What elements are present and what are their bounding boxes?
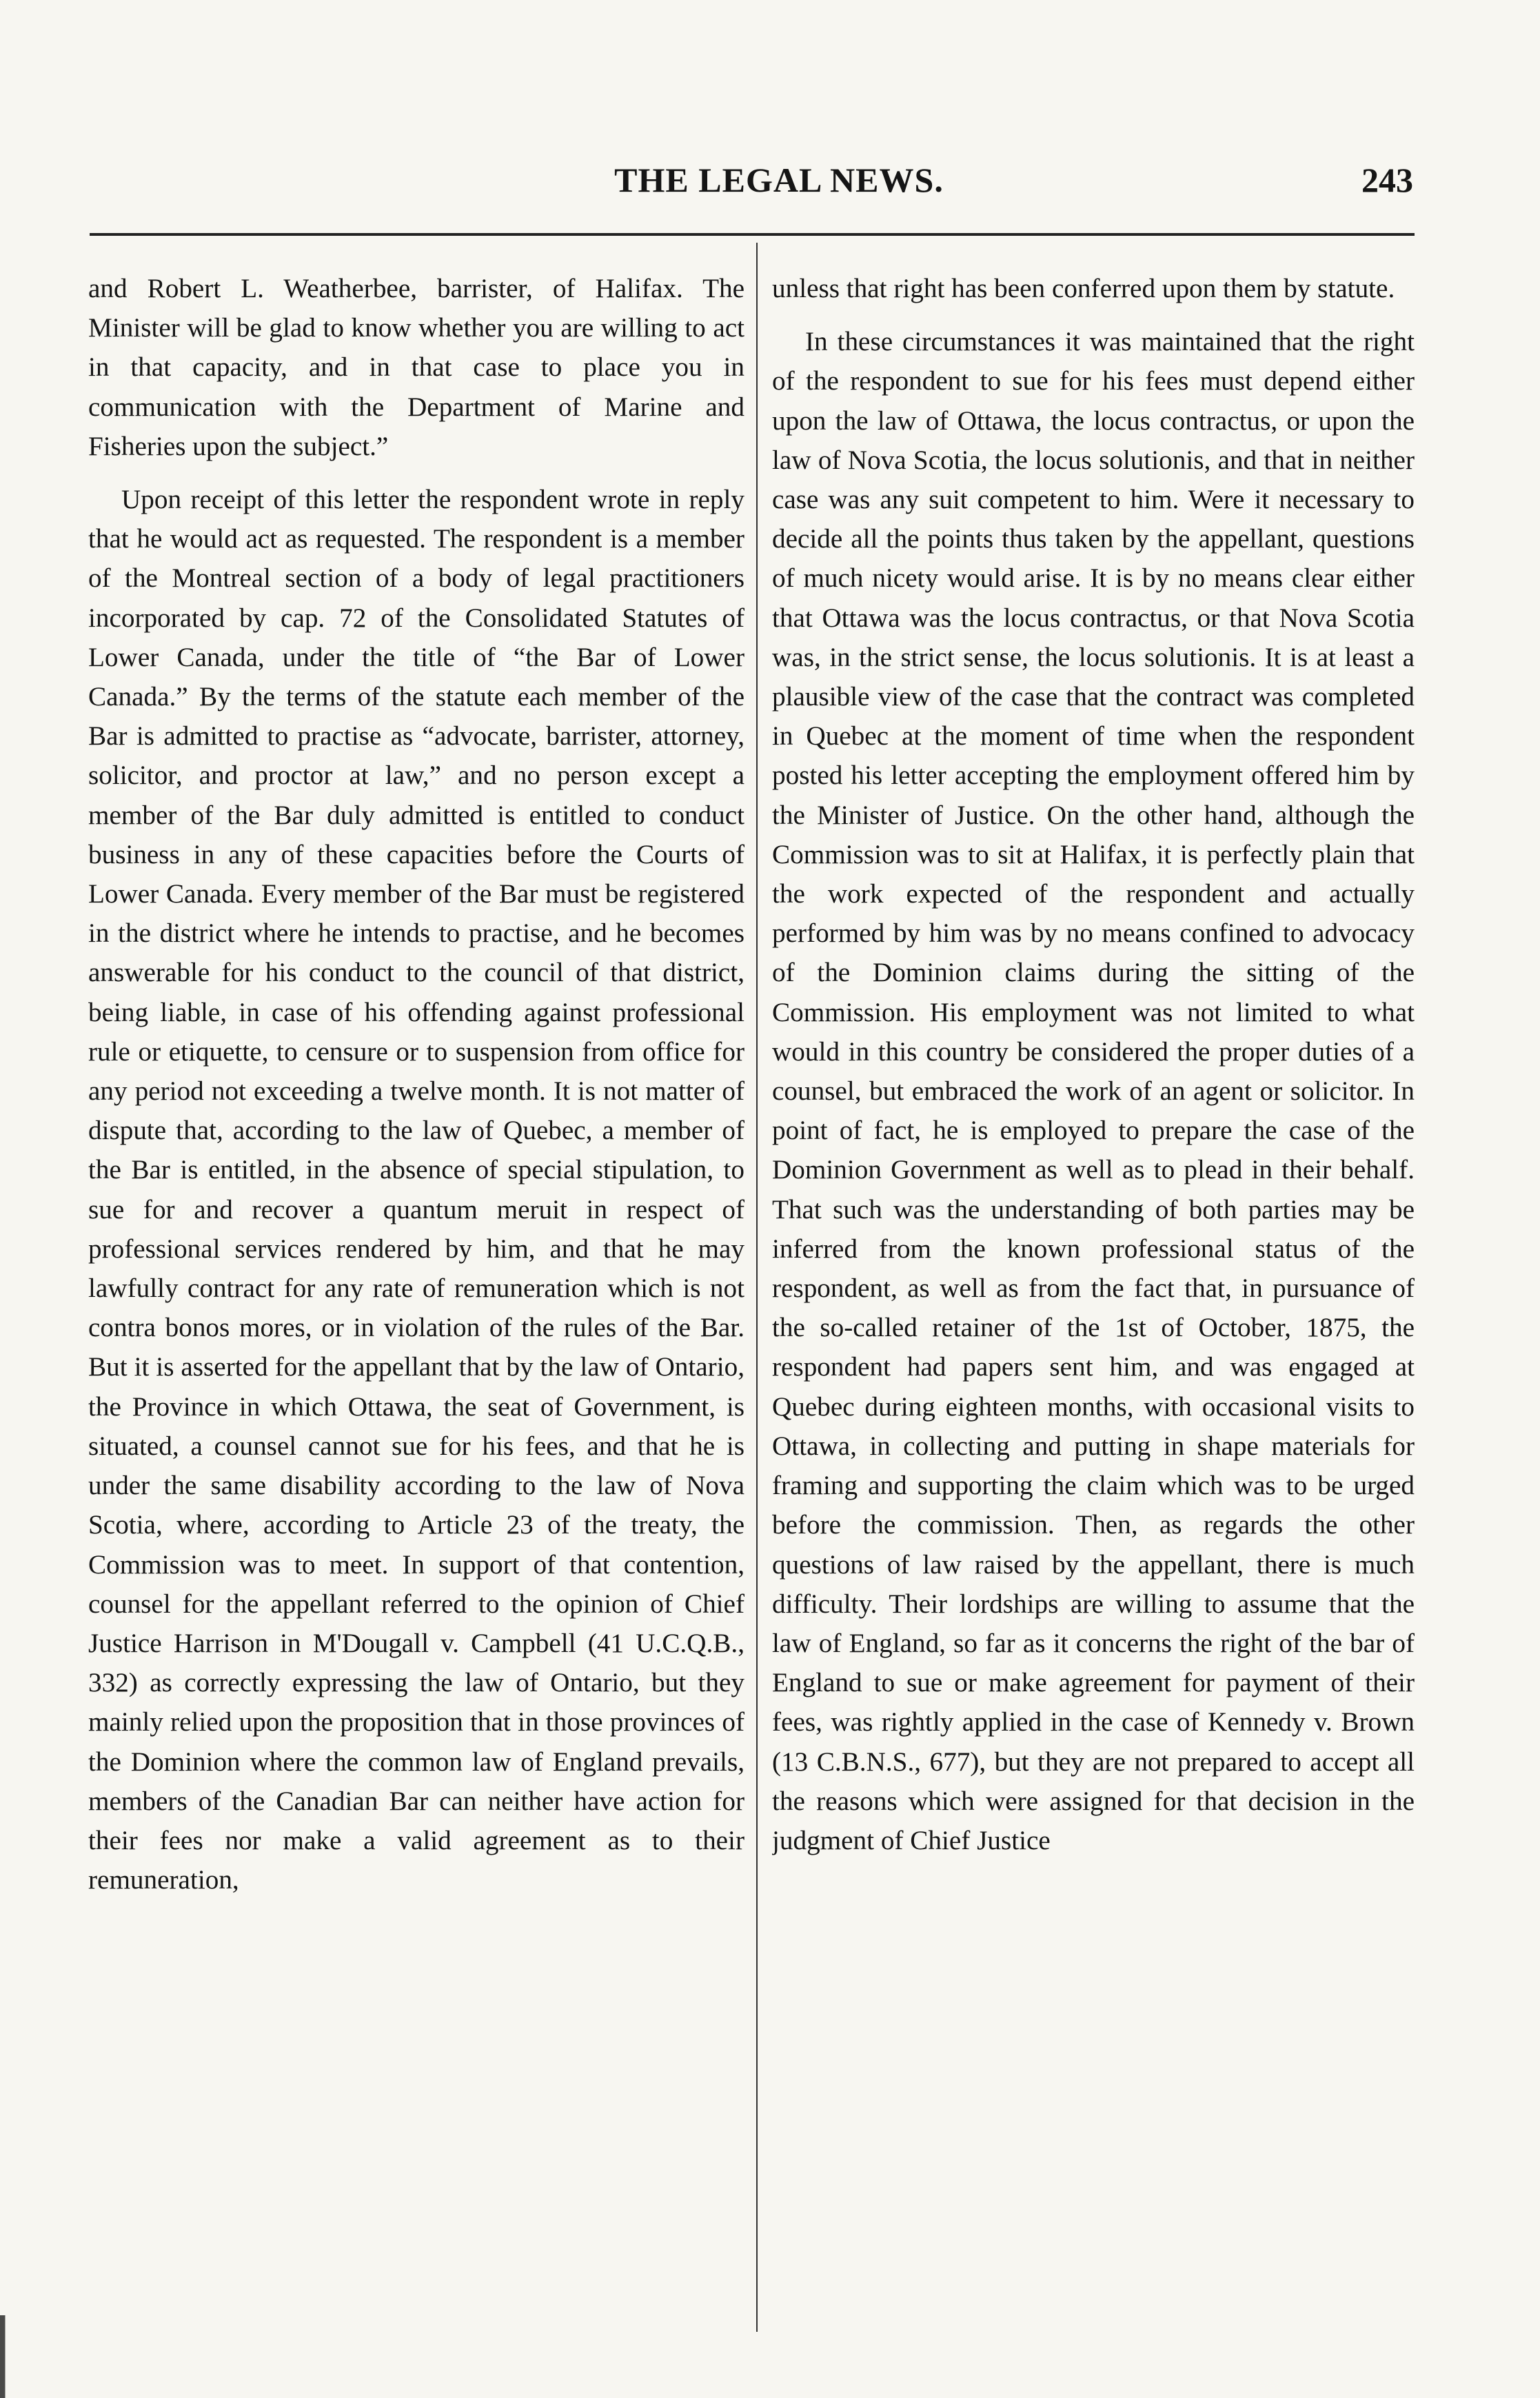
running-head (90, 160, 1413, 208)
right-column (772, 269, 1415, 2330)
column-divider (756, 243, 758, 2332)
left-column (88, 269, 744, 2330)
header-rule (90, 233, 1415, 236)
page-number: 243 (1361, 161, 1413, 199)
journal-title: THE LEGAL NEWS. (614, 161, 944, 199)
left-paragraph-2: Upon receipt of this letter the respondent wrote in reply that he would act as requested. The respondent is a member of the Montreal section of a body of legal practitioners incorporated by cap. 72 of the Consolidated Statutes of Lower Canada, under the title of “the Bar of Lower Canada.” By the terms of the statute each member of the Bar is admitted to practise as “advocate, barrister, attorney, solicitor, and proctor at law,” and no person except a member of the Bar duly admitted is entitled to conduct business in any of these capacities before the Courts of Lower Canada. Every member of the Bar must be registered in the district where he intends to practise, and he becomes answerable for his conduct to the council of that district, being liable, in case of his offending against professional rule or etiquette, to censure or to suspension from office for any period not exceeding a twelve month. It is not matter of dispute that, according to the law of Quebec, a member of the Bar is entitled, in the absence of special stipulation, to sue for and recover a quantum meruit in respect of professional services rendered by him, and that he may lawfully contract for any rate of remuneration which is not contra bonos mores, or in violation of the rules of the Bar. But it is asserted for the appellant that by the law of Ontario, the Province in which Ottawa, the seat of Government, is situated, a counsel cannot sue for his fees, and that he is under the same disability according to the law of Nova Scotia, where, according to Article 23 of the treaty, the Commission was to meet. In support of that contention, counsel for the appellant referred to the opinion of Chief Justice Harrison in M'Dougall v. Campbell (41 U.C.Q.B., 332) as correctly expressing the law of Ontario, but they mainly relied upon the proposition that in those provinces of the Dominion where the common law of England prevails, members of the Canadian Bar can neither have action for their fees nor make a valid agreement as to their remuneration, (88, 485, 744, 1895)
scan-edge-mark (0, 2315, 23, 2398)
left-paragraph-1: and Robert L. Weatherbee, barrister, of Halifax. The Minister will be glad to know whether you are willing to act in that capacity, and in that case to place you in communication with the Department of Marine and Fisheries upon the subject.” (88, 274, 744, 461)
right-paragraph-2: In these circumstances it was maintained that the right of the respondent to sue for his fees must depend either upon the law of Ottawa, the locus contractus, or upon the law of Nova Scotia, the locus solutionis, and that in neither case was any suit competent to him. Were it necessary to decide all the points thus taken by the appellant, questions of much nicety would arise. It is by no means clear either that Ottawa was the locus contractus, or that Nova Scotia was, in the strict sense, the locus solutionis. It is at least a plausible view of the case that the contract was completed in Quebec at the moment of time when the respondent posted his letter accepting the employment offered him by the Minister of Justice. On the other hand, although the Commission was to sit at Halifax, it is perfectly plain that the work expected of the respondent and actually performed by him was by no means confined to advocacy of the Dominion claims during the sitting of the Commission. His employment was not limited to what would in this country be considered the proper duties of a counsel, but embraced the work of an agent or solicitor. In point of fact, he is employed to prepare the case of the Dominion Government as well as to plead in their behalf. That such was the understanding of both parties may be inferred from the known professional status of the respondent, as well as from the fact that, in pursuance of the so-called retainer of the 1st of October, 1875, the respondent had papers sent him, and was engaged at Quebec during eighteen months, with occasional visits to Ottawa, in collecting and putting in shape materials for framing and supporting the claim which was to be urged before the commission. Then, as regards the other questions of law raised by the appellant, there is much difficulty. Their lordships are willing to assume that the law of England, so far as it concerns the right of the bar of England to sue or make agreement for payment of their fees, was rightly applied in the case of Kennedy v. Brown (13 C.B.N.S., 677), but they are not prepared to accept all the reasons which were assigned for that decision in the judgment of Chief Justice (772, 327, 1415, 1855)
right-paragraph-1: unless that right has been conferred upon them by statute. (772, 274, 1395, 303)
